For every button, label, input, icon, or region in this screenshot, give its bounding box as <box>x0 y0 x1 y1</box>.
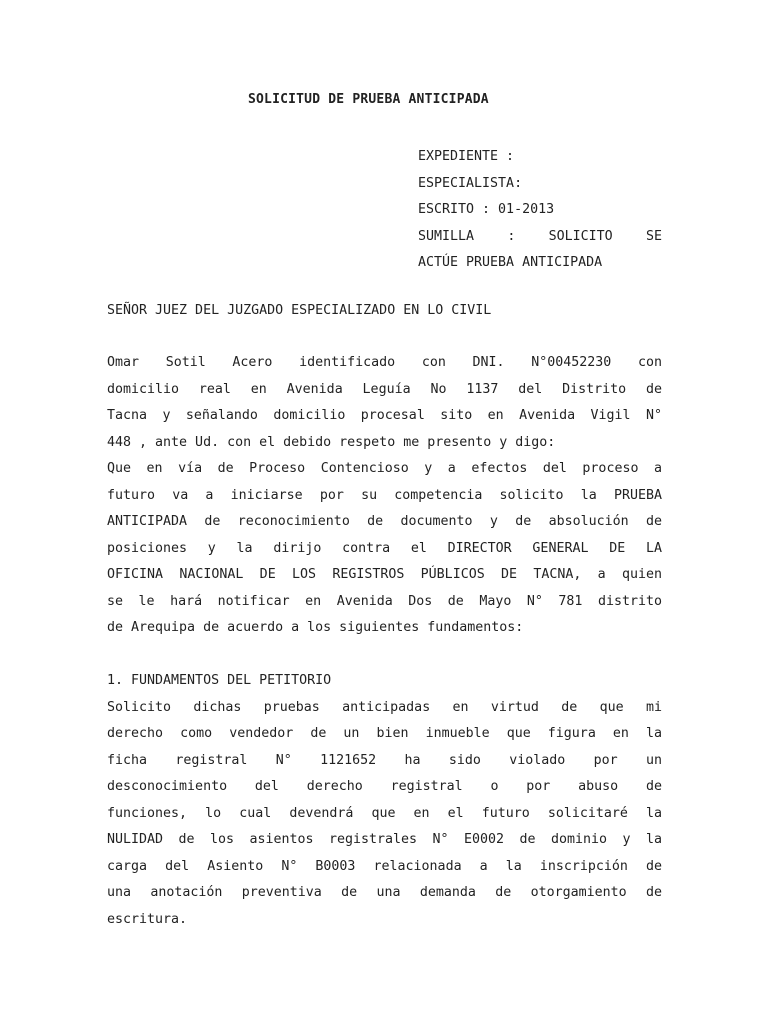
intro-paragraph <box>107 350 662 642</box>
body-line: OFICINA NACIONAL DE LOS REGISTROS PÚBLICOS DE TACNA, a quien <box>107 567 662 582</box>
body-line: futuro va a iniciarse por su competencia solicito la PRUEBA <box>107 487 662 503</box>
sumilla-continuation-line: ACTÚE PRUEBA ANTICIPADA <box>418 255 603 270</box>
body-line: derecho como vendedor de un bien inmueble que figura en la <box>107 726 662 741</box>
addressee-line: SEÑOR JUEZ DEL JUZGADO ESPECIALIZADO EN LO CIVIL <box>107 303 492 318</box>
document-title: SOLICITUD DE PRUEBA ANTICIPADA <box>248 92 489 107</box>
body-line: escritura. <box>107 911 188 927</box>
section-heading: 1. FUNDAMENTOS DEL PETITORIO <box>107 673 332 688</box>
case-header <box>418 144 662 277</box>
body-line: funciones, lo cual devendrá que en el futuro solicitaré la <box>107 805 662 821</box>
body-line: 448 , ante Ud. con el debido respeto me presento y digo: <box>107 434 556 450</box>
body-line: Solicito dichas pruebas anticipadas en virtud de que mi <box>107 699 662 715</box>
body-line: Omar Sotil Acero identificado con DNI. N°00452230 con <box>107 355 662 370</box>
body-line: ficha registral N° 1121652 ha sido violado por un <box>107 752 662 768</box>
especialista-line: ESPECIALISTA: <box>418 175 523 191</box>
body-line: domicilio real en Avenida Leguía No 1137 del Distrito de <box>107 381 662 397</box>
body-line: Que en vía de Proceso Contencioso y a efectos del proceso a <box>107 461 662 476</box>
body-line: se le hará notificar en Avenida Dos de Mayo N° 781 distrito <box>107 593 662 609</box>
section-fundamentos <box>107 668 662 933</box>
body-line: NULIDAD de los asientos registrales N° E0002 de dominio y la <box>107 832 662 847</box>
escrito-line: ESCRITO : 01-2013 <box>418 202 555 217</box>
body-line: una anotación preventiva de una demanda de otorgamiento de <box>107 885 662 900</box>
body-line: posiciones y la dirijo contra el DIRECTOR GENERAL DE LA <box>107 540 662 556</box>
body-line: carga del Asiento N° B0003 relacionada a la inscripción de <box>107 858 662 874</box>
body-line: de Arequipa de acuerdo a los siguientes fundamentos: <box>107 620 524 635</box>
expediente-line: EXPEDIENTE : <box>418 149 515 164</box>
body-line: ANTICIPADA de reconocimiento de documento y de absolución de <box>107 514 662 529</box>
body-line: Tacna y señalando domicilio procesal sito en Avenida Vigil N° <box>107 408 662 423</box>
sumilla-line: SUMILLA : SOLICITO SE <box>418 228 662 244</box>
body-line: desconocimiento del derecho registral o por abuso de <box>107 779 662 794</box>
